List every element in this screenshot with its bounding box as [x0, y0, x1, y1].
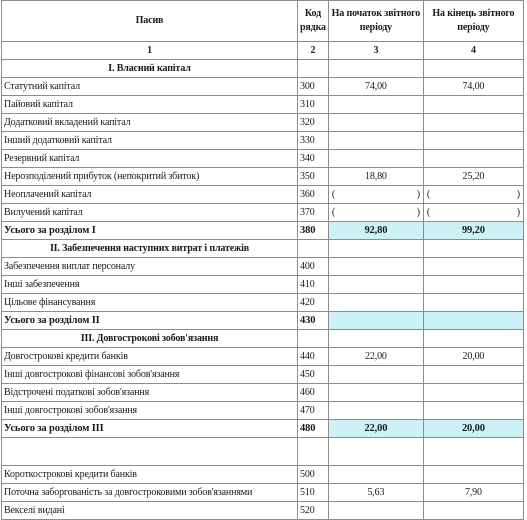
section-total-row [2, 420, 524, 438]
row-label: Неоплачений капітал [2, 186, 298, 204]
line-code: 420 [298, 294, 329, 312]
value-period-start[interactable] [328, 384, 423, 402]
row-label: Резервний капітал [2, 150, 298, 168]
total-label: Усього за розділом III [2, 420, 298, 438]
row-label: Короткострокові кредити банків [2, 466, 298, 484]
value-period-start[interactable]: 22,00 [328, 348, 423, 366]
section-total-row [2, 312, 524, 330]
value-period-end[interactable]: 74,00 [423, 78, 523, 96]
section-header-row [2, 240, 524, 258]
value-period-end[interactable]: 20,00 [423, 420, 523, 438]
value-period-end[interactable] [423, 150, 523, 168]
open-paren: ( [331, 188, 336, 200]
table-row [2, 78, 524, 96]
line-code: 370 [298, 204, 329, 222]
row-label: Статутний капітал [2, 78, 298, 96]
value-period-end[interactable] [423, 502, 523, 520]
table-row [2, 502, 524, 520]
line-code: 470 [298, 402, 329, 420]
row-label: Відстрочені податкові зобов'язання [2, 384, 298, 402]
table-row [2, 348, 524, 366]
value-period-end[interactable] [423, 312, 523, 330]
line-code: 410 [298, 276, 329, 294]
line-code: 460 [298, 384, 329, 402]
column-number: 2 [298, 42, 329, 60]
value-period-end[interactable]: 99,20 [423, 222, 523, 240]
empty-cell[interactable] [423, 438, 523, 466]
value-cell[interactable] [328, 240, 423, 258]
value-period-end[interactable]: 7,90 [423, 484, 523, 502]
row-label: Додатковий вкладений капітал [2, 114, 298, 132]
line-code: 360 [298, 186, 329, 204]
row-label: Пайовий капітал [2, 96, 298, 114]
value-period-end[interactable] [423, 276, 523, 294]
column-number: 3 [328, 42, 423, 60]
value-period-end[interactable] [423, 466, 523, 484]
value-period-start[interactable]: 5,63 [328, 484, 423, 502]
value-period-start[interactable]: 22,00 [328, 420, 423, 438]
value-cell[interactable] [423, 330, 523, 348]
empty-cell[interactable] [328, 438, 423, 466]
line-code: 320 [298, 114, 329, 132]
value-cell-end[interactable] [423, 204, 523, 222]
value-period-start[interactable] [328, 312, 423, 330]
section-title: I. Власний капітал [2, 60, 298, 78]
value-period-end[interactable] [423, 114, 523, 132]
table-row [2, 114, 524, 132]
line-code: 400 [298, 258, 329, 276]
table-row [2, 466, 524, 484]
open-paren: ( [426, 188, 431, 200]
close-paren: ) [516, 206, 520, 218]
value-period-start[interactable] [328, 466, 423, 484]
line-code: 500 [298, 466, 329, 484]
table-row [2, 484, 524, 502]
table-row [2, 402, 524, 420]
total-label: Усього за розділом I [2, 222, 298, 240]
value-period-start[interactable] [328, 402, 423, 420]
code-cell[interactable] [298, 240, 329, 258]
value-period-start[interactable] [328, 294, 423, 312]
value-cell[interactable] [423, 60, 523, 78]
line-code: 340 [298, 150, 329, 168]
table-row [2, 168, 524, 186]
line-code: 310 [298, 96, 329, 114]
line-code: 430 [298, 312, 329, 330]
value-period-start[interactable] [328, 366, 423, 384]
value-period-end[interactable] [423, 384, 523, 402]
value-period-end[interactable] [423, 366, 523, 384]
section-header-row [2, 330, 524, 348]
table-row [2, 204, 524, 222]
value-cell-end[interactable] [423, 186, 523, 204]
value-period-start[interactable] [328, 96, 423, 114]
table-row [2, 186, 524, 204]
column-number: 1 [2, 42, 298, 60]
header-row [2, 1, 524, 42]
line-code: 350 [298, 168, 329, 186]
line-code: 450 [298, 366, 329, 384]
value-period-end[interactable] [423, 96, 523, 114]
section-header-row [2, 60, 524, 78]
close-paren: ) [416, 188, 420, 200]
section-title: II. Забезпечення наступних витрат і платежів [2, 240, 298, 258]
value-period-start[interactable] [328, 150, 423, 168]
row-label: Інші довгострокові фінансові зобов'язання [2, 366, 298, 384]
open-paren: ( [426, 206, 431, 218]
empty-cell[interactable] [2, 438, 298, 466]
value-period-start[interactable] [328, 258, 423, 276]
line-code: 380 [298, 222, 329, 240]
header-line-code: Код рядка [298, 1, 329, 42]
value-period-start[interactable] [328, 502, 423, 520]
column-number-row [2, 42, 524, 60]
value-period-end[interactable] [423, 402, 523, 420]
row-label: Інший додатковий капітал [2, 132, 298, 150]
value-period-end[interactable] [423, 258, 523, 276]
value-period-end[interactable] [423, 294, 523, 312]
blank-row [2, 438, 524, 466]
value-period-end[interactable]: 20,00 [423, 348, 523, 366]
header-period-end: На кінець звітного періоду [423, 1, 523, 42]
table-row [2, 276, 524, 294]
row-label: Нерозподілений прибуток (непокритий збиток) [2, 168, 298, 186]
row-label: Забезпечення виплат персоналу [2, 258, 298, 276]
table-row [2, 294, 524, 312]
value-period-end[interactable] [423, 132, 523, 150]
line-code: 480 [298, 420, 329, 438]
empty-cell[interactable] [298, 438, 329, 466]
value-period-start[interactable] [328, 114, 423, 132]
section-title: III. Довгострокові зобов'язання [2, 330, 298, 348]
column-number: 4 [423, 42, 523, 60]
row-label: Векселі видані [2, 502, 298, 520]
line-code: 330 [298, 132, 329, 150]
row-label: Цільове фінансування [2, 294, 298, 312]
header-liabilities: Пасив [2, 1, 298, 42]
code-cell[interactable] [298, 60, 329, 78]
line-code: 440 [298, 348, 329, 366]
row-label: Поточна заборгованість за довгостроковими зобов'язаннями [2, 484, 298, 502]
table-row [2, 150, 524, 168]
table-row [2, 366, 524, 384]
line-code: 520 [298, 502, 329, 520]
table-row [2, 258, 524, 276]
section-total-row [2, 222, 524, 240]
table-row [2, 384, 524, 402]
row-label: Довгострокові кредити банків [2, 348, 298, 366]
close-paren: ) [416, 206, 420, 218]
value-period-end[interactable]: 25,20 [423, 168, 523, 186]
balance-sheet-liabilities-table [1, 0, 524, 520]
value-cell-start[interactable] [328, 186, 423, 204]
row-label: Вилучений капітал [2, 204, 298, 222]
value-cell[interactable] [328, 330, 423, 348]
table-row [2, 132, 524, 150]
open-paren: ( [331, 206, 336, 218]
total-label: Усього за розділом II [2, 312, 298, 330]
value-period-start[interactable]: 92,80 [328, 222, 423, 240]
value-period-start[interactable] [328, 276, 423, 294]
line-code: 300 [298, 78, 329, 96]
row-label: Інші забезпечення [2, 276, 298, 294]
value-period-start[interactable] [328, 132, 423, 150]
close-paren: ) [516, 188, 520, 200]
value-period-start[interactable]: 74,00 [328, 78, 423, 96]
value-cell[interactable] [423, 240, 523, 258]
row-label: Інші довгострокові зобов'язання [2, 402, 298, 420]
code-cell[interactable] [298, 330, 329, 348]
line-code: 510 [298, 484, 329, 502]
table-row [2, 96, 524, 114]
value-cell[interactable] [328, 60, 423, 78]
header-period-start: На початок звітного періоду [328, 1, 423, 42]
value-cell-start[interactable] [328, 204, 423, 222]
value-period-start[interactable]: 18,80 [328, 168, 423, 186]
